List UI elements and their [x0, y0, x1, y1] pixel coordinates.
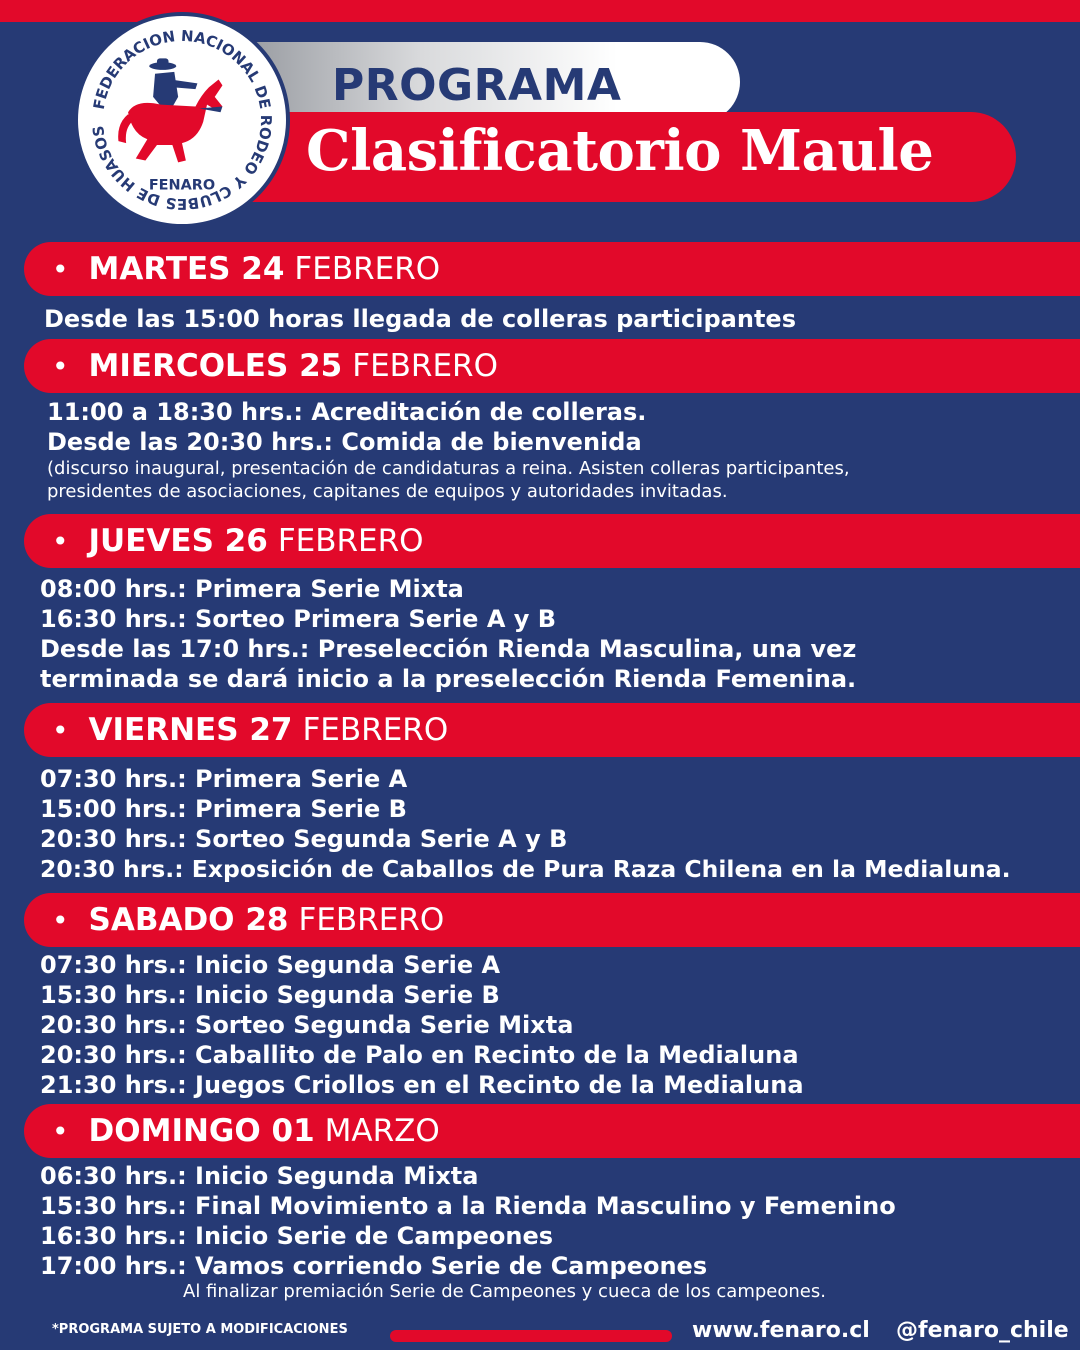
- logo-label: FENARO: [148, 177, 216, 194]
- bullet: •: [52, 1114, 69, 1148]
- event-line: 20:30 hrs.: Sorteo Segunda Serie A y B: [40, 825, 568, 853]
- event-line: 07:30 hrs.: Primera Serie A: [40, 765, 408, 793]
- event-line: 07:30 hrs.: Inicio Segunda Serie A: [40, 951, 501, 979]
- social-handle-link[interactable]: @fenaro_chile: [896, 1318, 1069, 1343]
- day-label: DOMINGO 01: [88, 1113, 315, 1149]
- event-line: Desde las 17:0 hrs.: Preselección Rienda Masculina, una vez: [40, 635, 857, 663]
- event-line: 20:30 hrs.: Exposición de Caballos de Pura Raza Chilena en la Medialuna.: [40, 855, 1011, 883]
- event-line: Desde las 20:30 hrs.: Comida de bienvenida: [47, 428, 642, 456]
- event-line: 06:30 hrs.: Inicio Segunda Mixta: [40, 1162, 479, 1190]
- subtitle: PROGRAMA: [332, 60, 622, 111]
- event-line: 20:30 hrs.: Caballito de Palo en Recinto de la Medialuna: [40, 1041, 799, 1069]
- fenaro-logo: [74, 12, 290, 228]
- day-events-miercoles: [47, 397, 850, 503]
- day-events-domingo: [40, 1161, 896, 1281]
- day-events-viernes: [40, 764, 1011, 884]
- event-line: 08:00 hrs.: Primera Serie Mixta: [40, 575, 464, 603]
- event-line: 21:30 hrs.: Juegos Criollos en el Recinto de la Medialuna: [40, 1071, 804, 1099]
- event-line: 15:30 hrs.: Inicio Segunda Serie B: [40, 981, 500, 1009]
- event-note: presidentes de asociaciones, capitanes de equipos y autoridades invitadas.: [47, 481, 728, 502]
- event-line: 15:00 hrs.: Primera Serie B: [40, 795, 407, 823]
- bullet: •: [52, 903, 69, 937]
- rider-icon: [149, 58, 197, 110]
- event-line: 16:30 hrs.: Inicio Serie de Campeones: [40, 1222, 554, 1250]
- event-note: Al finalizar premiación Serie de Campeones y cueca de los campeones.: [183, 1281, 826, 1302]
- month-label: FEBRERO: [298, 902, 445, 938]
- event-line: terminada se dará inicio a la preselección Rienda Femenina.: [40, 665, 857, 693]
- event-line: 20:30 hrs.: Sorteo Segunda Serie Mixta: [40, 1011, 574, 1039]
- day-label: JUEVES 26: [88, 523, 268, 559]
- day-label: MARTES 24: [88, 251, 285, 287]
- day-label: MIERCOLES 25: [88, 348, 343, 384]
- day-header-viernes: [24, 703, 1080, 757]
- bullet: •: [52, 524, 69, 558]
- bullet: •: [52, 713, 69, 747]
- event-note: (discurso inaugural, presentación de candidaturas a reina. Asisten colleras participantes,: [47, 458, 850, 479]
- bullet: •: [52, 252, 69, 286]
- day-label: SABADO 28: [88, 902, 289, 938]
- event-line: 11:00 a 18:30 hrs.: Acreditación de colleras.: [47, 398, 647, 426]
- day-header-sabado: [24, 893, 1080, 947]
- day-events-jueves: [40, 574, 856, 694]
- event-line: 17:00 hrs.: Vamos corriendo Serie de Campeones: [40, 1252, 708, 1280]
- fenaro-emblem-icon: [78, 16, 286, 224]
- month-label: FEBRERO: [302, 712, 449, 748]
- page-title: Clasificatorio Maule: [306, 118, 934, 184]
- disclaimer: *PROGRAMA SUJETO A MODIFICACIONES: [52, 1322, 348, 1337]
- day-label: VIERNES 27: [88, 712, 293, 748]
- event-line: Desde las 15:00 horas llegada de colleras participantes: [44, 305, 796, 333]
- day-header-jueves: [24, 514, 1080, 568]
- event-line: 15:30 hrs.: Final Movimiento a la Rienda Masculino y Femenino: [40, 1192, 896, 1220]
- day-header-miercoles: [24, 339, 1080, 393]
- logo-ring-text: FEDERACION NACIONAL DE RODEO Y CLUBES DE HUASOS: [89, 26, 275, 213]
- month-label: MARZO: [324, 1113, 440, 1149]
- month-label: FEBRERO: [352, 348, 499, 384]
- month-label: FEBRERO: [277, 523, 424, 559]
- day-events-martes: [44, 304, 796, 334]
- event-line: 16:30 hrs.: Sorteo Primera Serie A y B: [40, 605, 557, 633]
- day-header-domingo: [24, 1104, 1080, 1158]
- day-header-martes: [24, 242, 1080, 296]
- bullet: •: [52, 349, 69, 383]
- footer-accent-bar: [390, 1330, 672, 1342]
- website-link[interactable]: www.fenaro.cl: [692, 1318, 870, 1343]
- month-label: FEBRERO: [294, 251, 441, 287]
- day-events-sabado: [40, 950, 804, 1100]
